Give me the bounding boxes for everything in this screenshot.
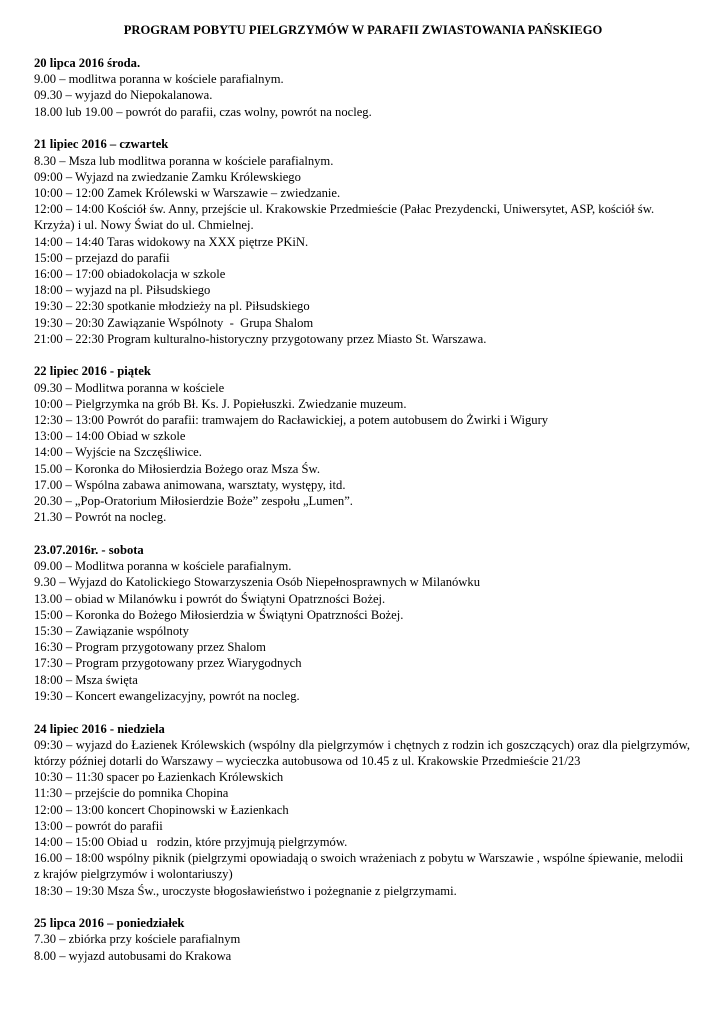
schedule-entry: 12:30 – 13:00 Powrót do parafii: tramwajem do Racławickiej, a potem autobusem do Żwirki i Wigury bbox=[34, 413, 549, 428]
schedule-entry: 17.00 – Wspólna zabawa animowana, warsztaty, występy, itd. bbox=[34, 477, 346, 492]
day-heading: 20 lipca 2016 środa. bbox=[34, 56, 141, 70]
schedule-entry: 15.00 – Koronka do Miłosierdzia Bożego oraz Msza Św. bbox=[34, 461, 320, 476]
schedule-entry: 14:00 – 14:40 Taras widokowy na XXX piętrze PKiN. bbox=[34, 234, 309, 249]
day-heading: 23.07.2016r. - sobota bbox=[34, 542, 144, 557]
schedule-entry: 7.30 – zbiórka przy kościele parafialnym bbox=[34, 932, 241, 947]
schedule-entry: 09.30 – Modlitwa poranna w kościele bbox=[34, 380, 225, 395]
schedule-entry: 9.00 – modlitwa poranna w kościele parafialnym. bbox=[34, 72, 284, 87]
day-section-25-july bbox=[34, 915, 690, 964]
schedule-entry: 13:00 – 14:00 Obiad w szkole bbox=[34, 429, 186, 444]
schedule-entry: 09.00 – Modlitwa poranna w kościele parafialnym. bbox=[34, 559, 292, 574]
document-title: PROGRAM POBYTU PIELGRZYMÓW W PARAFII ZWIASTOWANIA PAŃSKIEGO bbox=[123, 23, 603, 37]
schedule-entry: 8.00 – wyjazd autobusami do Krakowa bbox=[34, 948, 232, 963]
schedule-entry: 13:00 – powrót do parafii bbox=[34, 818, 163, 833]
day-section-21-july bbox=[34, 136, 690, 347]
day-heading: 22 lipiec 2016 - piątek bbox=[34, 364, 151, 379]
schedule-entry: 12:00 – 14:00 Kościół św. Anny, przejście ul. Krakowskie Przedmieście (Pałac Prezydencki, Uniwersytet, ASP, kościół św. Krzyża) i ul. Nowy Świat do ul. Chmielnej. bbox=[34, 202, 655, 233]
schedule-entry: 19:30 – 20:30 Zawiązanie Wspólnoty - Grupa Shalom bbox=[34, 315, 314, 330]
schedule-entry: 19:30 – Koncert ewangelizacyjny, powrót na nocleg. bbox=[34, 688, 300, 703]
schedule-entry: 17:30 – Program przygotowany przez Wiarygodnych bbox=[34, 656, 302, 671]
schedule-entry: 09.30 – wyjazd do Niepokalanowa. bbox=[34, 88, 213, 103]
day-section-20-july bbox=[34, 55, 690, 120]
schedule-entry: 21.30 – Powrót na nocleg. bbox=[34, 510, 167, 525]
schedule-entry: 16:00 – 17:00 obiadokolacja w szkole bbox=[34, 266, 226, 281]
schedule-entry: 20.30 – „Pop-Oratorium Miłosierdzie Boże” zespołu „Lumen”. bbox=[34, 494, 353, 509]
schedule-entry: 8.30 – Msza lub modlitwa poranna w kościele parafialnym. bbox=[34, 153, 334, 168]
day-section-23-july bbox=[34, 542, 690, 704]
schedule-entry: 14:00 – 15:00 Obiad u rodzin, które przyjmują pielgrzymów. bbox=[34, 834, 348, 849]
schedule-entry: 13.00 – obiad w Milanówku i powrót do Świątyni Opatrzności Bożej. bbox=[34, 591, 386, 606]
schedule-entry: 12:00 – 13:00 koncert Chopinowski w Łazienkach bbox=[34, 802, 289, 817]
day-heading: 25 lipca 2016 – poniedziałek bbox=[34, 916, 185, 931]
program-content bbox=[34, 55, 690, 980]
schedule-entry: 14:00 – Wyjście na Szczęśliwice. bbox=[34, 445, 202, 460]
schedule-entry: 11:30 – przejście do pomnika Chopina bbox=[34, 786, 229, 801]
schedule-entry: 10:00 – Pielgrzymka na grób Bł. Ks. J. Popiełuszki. Zwiedzanie muzeum. bbox=[34, 396, 407, 411]
schedule-entry: 21:00 – 22:30 Program kulturalno-historyczny przygotowany przez Miasto St. Warszawa. bbox=[34, 331, 487, 346]
schedule-entry: 18.00 lub 19.00 – powrót do parafii, czas wolny, powrót na nocleg. bbox=[34, 104, 372, 119]
schedule-entry: 16:30 – Program przygotowany przez Shalom bbox=[34, 640, 266, 655]
schedule-entry: 19:30 – 22:30 spotkanie młodzieży na pl. Piłsudskiego bbox=[34, 299, 310, 314]
day-section-24-july bbox=[34, 721, 690, 899]
schedule-entry: 10:30 – 11:30 spacer po Łazienkach Królewskich bbox=[34, 770, 284, 785]
schedule-entry: 16.00 – 18:00 wspólny piknik (pielgrzymi opowiadają o swoich wrażeniach z pobytu w Warszawie , wspólne śpiewanie, melodii z krajów pielgrzymów i wolontariuszy) bbox=[34, 851, 684, 882]
day-heading: 21 lipiec 2016 – czwartek bbox=[34, 137, 169, 152]
schedule-entry: 18:00 – Msza święta bbox=[34, 672, 138, 687]
day-section-22-july bbox=[34, 363, 690, 525]
schedule-entry: 09:00 – Wyjazd na zwiedzanie Zamku Królewskiego bbox=[34, 169, 301, 184]
schedule-entry: 09:30 – wyjazd do Łazienek Królewskich (wspólny dla pielgrzymów i chętnych z rodzin ich goszczących) oraz dla pielgrzymów, którzy później dotarli do Warszawy – wycieczka autobusowa od 10.45 z ul. Krakowskie Przedmieście 21/23 bbox=[34, 737, 690, 768]
schedule-entry: 18:30 – 19:30 Msza Św., uroczyste błogosławieństwo i pożegnanie z pielgrzymami. bbox=[34, 883, 457, 898]
schedule-entry: 9.30 – Wyjazd do Katolickiego Stowarzyszenia Osób Niepełnosprawnych w Milanówku bbox=[34, 575, 480, 590]
schedule-entry: 15:00 – przejazd do parafii bbox=[34, 250, 170, 265]
schedule-entry: 18:00 – wyjazd na pl. Piłsudskiego bbox=[34, 283, 211, 298]
schedule-entry: 15:00 – Koronka do Bożego Miłosierdzia w Świątyni Opatrzności Bożej. bbox=[34, 607, 404, 622]
schedule-entry: 15:30 – Zawiązanie wspólnoty bbox=[34, 624, 189, 638]
schedule-entry: 10:00 – 12:00 Zamek Królewski w Warszawie – zwiedzanie. bbox=[34, 185, 341, 200]
day-heading: 24 lipiec 2016 - niedziela bbox=[34, 721, 165, 736]
